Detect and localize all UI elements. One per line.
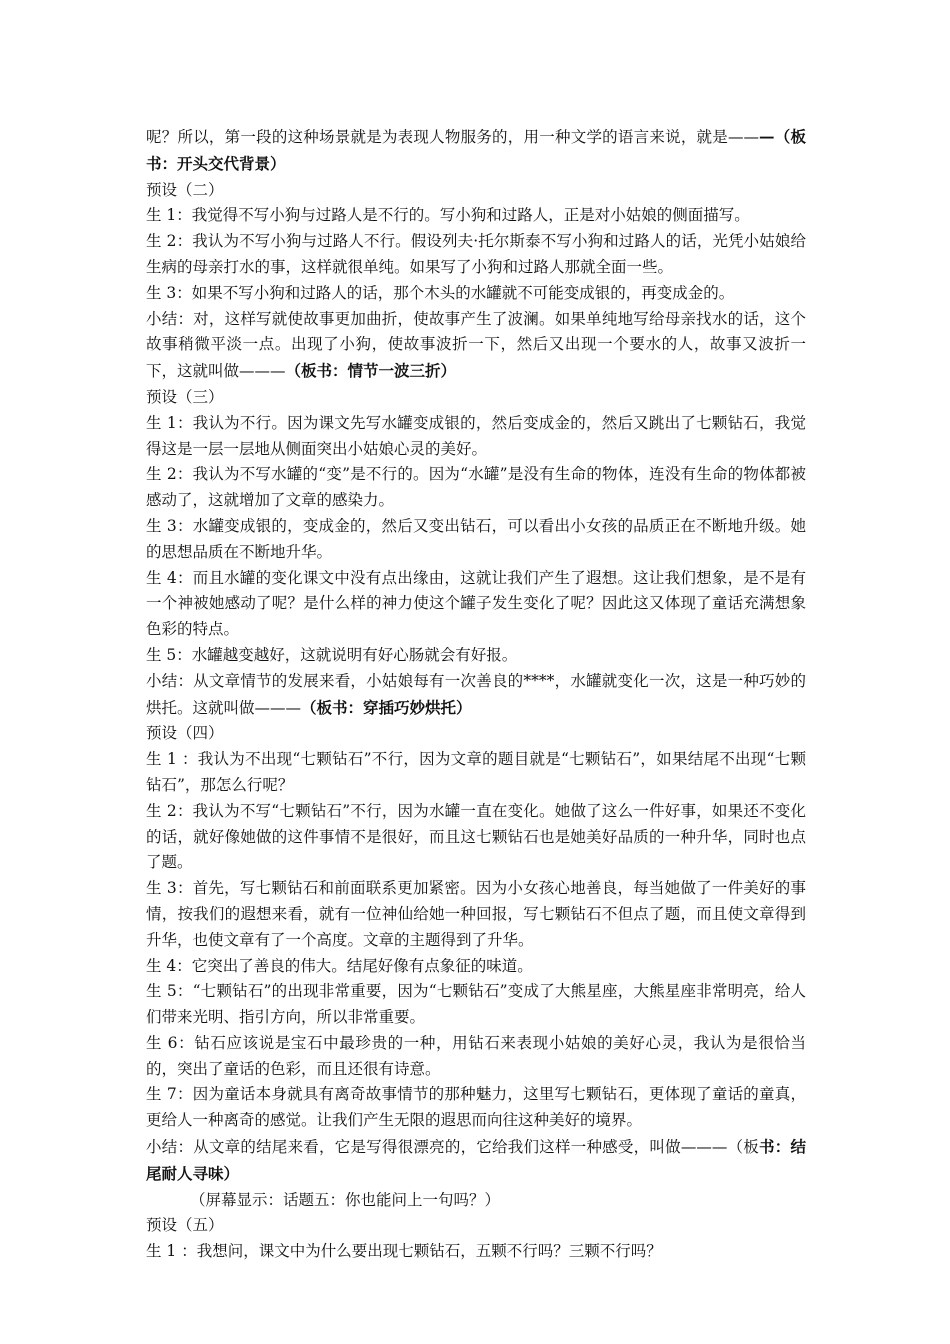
paragraph: 生 1 ：我想问，课文中为什么要出现七颗钻石，五颗不行吗？三颗不行吗？ bbox=[146, 1242, 662, 1261]
paragraph: 生 1：我觉得不写小狗与过路人是不行的。写小狗和过路人，正是对小姑娘的侧面描写。 bbox=[146, 206, 750, 225]
paragraph: 生 5：水罐越变越好，这就说明有好心肠就会有好报。 bbox=[146, 645, 518, 664]
paragraph: 生 4：而且水罐的变化课文中没有点出缘由，这就让我们产生了遐想。这让我们想象，是不是有一个神被她感动了呢？是什么样的神力使这个罐子发生变化了呢？因此这又体现了童话充满想象色彩的特点。 bbox=[146, 568, 806, 639]
board-note: 书：结尾耐人寻味） bbox=[146, 1137, 806, 1183]
paragraph: 生 3：首先，写七颗钻石和前面联系更加紧密。因为小女孩心地善良，每当她做了一件美好的事情，按我们的遐想来看，就有一位神仙给她一种回报，写七颗钻石不但点了题，而且使文章得到升华，也使文章有了一个高度。文章的主题得到了升华。 bbox=[146, 879, 806, 949]
paragraph: 小结：从文章的结尾来看，它是写得很漂亮的，它给我们这样一种感受，叫做———（板书：结尾耐人寻味） bbox=[146, 1137, 806, 1183]
board-note: （板书：情节一波三折） bbox=[285, 361, 457, 381]
paragraph: 生 1 ：我认为不出现“七颗钻石”不行，因为文章的题目就是“七颗钻石”，如果结尾不出现“七颗钻石”，那怎么行呢？ bbox=[146, 750, 806, 794]
paragraph: 生 2：我认为不写水罐的“变”是不行的。因为“水罐”是没有生命的物体，连没有生命的物体都被感动了，这就增加了文章的感染力。 bbox=[146, 465, 806, 510]
paragraph: 预设（二） bbox=[146, 180, 224, 199]
paragraph: 小结：对，这样写就使故事更加曲折，使故事产生了波澜。如果单纯地写给母亲找水的话，这个故事稍微平淡一点。出现了小狗，使故事波折一下，然后又出现一个要水的人，故事又波折一下，这就叫做———（板书：情节一波三折） bbox=[146, 309, 806, 381]
paragraph: 生 2：我认为不写小狗与过路人不行。假设列夫·托尔斯泰不写小狗和过路人的话，光凭小姑娘给生病的母亲打水的事，这样就很单纯。如果写了小狗和过路人那就全面一些。 bbox=[146, 232, 806, 276]
paragraph: 预设（三） bbox=[146, 387, 224, 406]
paragraph: 小结：从文章情节的发展来看，小姑娘每有一次善良的****，水罐就变化一次，这是一种巧妙的烘托。这就叫做———（板书：穿插巧妙烘托） bbox=[146, 671, 806, 717]
paragraph: 生 3：如果不写小狗和过路人的话，那个木头的水罐就不可能变成银的，再变成金的。 bbox=[146, 283, 735, 302]
paragraph: 生 7：因为童话本身就具有离奇故事情节的那种魅力，这里写七颗钻石，更体现了童话的童真，更给人一种离奇的感觉。让我们产生无限的遐思而向往这种美好的境界。 bbox=[146, 1085, 806, 1130]
paragraph: 生 2：我认为不写“七颗钻石”不行，因为水罐一直在变化。她做了这么一件好事，如果还不变化的话，就好像她做的这件事情不是很好，而且这七颗钻石也是她美好品质的一种升华，同时也点了题。 bbox=[146, 801, 806, 872]
paragraph: 生 4：它突出了善良的伟大。结尾好像有点象征的味道。 bbox=[146, 956, 533, 975]
paragraph: 预设（五） bbox=[146, 1216, 224, 1235]
paragraph: 生 3：水罐变成银的，变成金的，然后又变出钻石，可以看出小女孩的品质正在不断地升级。她的思想品质在不断地升华。 bbox=[146, 516, 806, 561]
document-page bbox=[146, 124, 806, 1265]
paragraph: 生 5：“七颗钻石”的出现非常重要，因为“七颗钻石”变成了大熊星座，大熊星座非常明亮，给人们带来光明、指引方向，所以非常重要。 bbox=[146, 982, 806, 1027]
board-note: （板书：穿插巧妙烘托） bbox=[301, 697, 472, 717]
paragraph: 呢？所以，第一段的这种场景就是为表现人物服务的，用一种文学的语言来说，就是———（板书：开头交代背景） bbox=[146, 127, 806, 173]
paragraph: 预设（四） bbox=[146, 724, 224, 743]
paragraph: 生 6：钻石应该说是宝石中最珍贵的一种，用钻石来表现小姑娘的美好心灵，我认为是很恰当的，突出了童话的色彩，而且还很有诗意。 bbox=[146, 1033, 806, 1078]
screen-display-note: （屏幕显示：话题五：你也能问上一句吗？） bbox=[190, 1190, 501, 1209]
paragraph: 生 1：我认为不行。因为课文先写水罐变成银的，然后变成金的，然后又跳出了七颗钻石，我觉得这是一层一层地从侧面突出小姑娘心灵的美好。 bbox=[146, 413, 806, 458]
board-note: —（板书：开头交代背景） bbox=[146, 127, 806, 173]
